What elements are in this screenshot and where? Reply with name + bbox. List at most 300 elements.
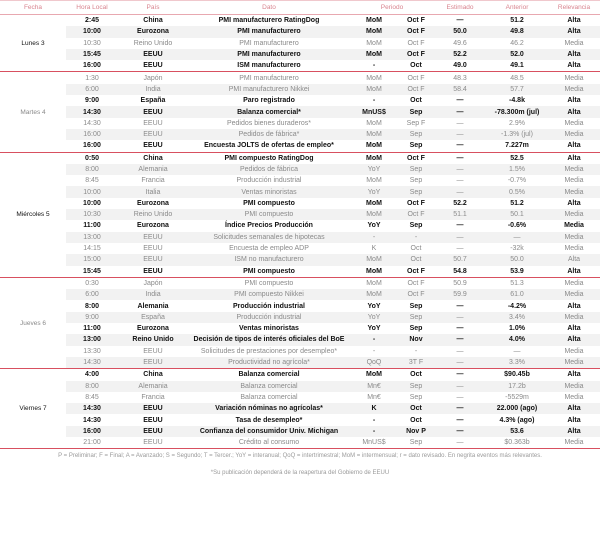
pais-cell: China (118, 152, 188, 164)
periodo-ref-cell: Sep (398, 312, 434, 323)
estimado-cell: — (456, 325, 464, 333)
periodo-ref-cell: Oct F (398, 26, 434, 37)
table-row (0, 414, 600, 425)
table-row (0, 95, 600, 106)
pais-cell: Reino Unido (133, 39, 173, 47)
anterior-cell: -0.7% (507, 177, 527, 185)
anterior-cell: -78.300m (jul) (486, 106, 548, 117)
relevancia-cell: Alta (548, 334, 600, 345)
periodo-ref-cell: Oct (398, 254, 434, 265)
periodo-ref-cell: Oct (410, 62, 422, 70)
periodo-ref-cell: Sep (409, 142, 423, 150)
dato-cell: PMI compuesto (243, 267, 295, 275)
dato-cell: Tasa de desempleo* (235, 416, 303, 424)
estimado-cell: — (456, 222, 464, 230)
hora-cell: 14:30 (66, 357, 118, 369)
estimado-cell: — (434, 426, 486, 437)
dato-cell: PMI manufacturero (188, 49, 350, 60)
col-pais: País (118, 1, 188, 15)
periodo-cell: YoY (367, 222, 381, 230)
footer-legend: P = Preliminar; F = Final; A = Avanzado; S = Segundo; T = Tercer.; YoY = interanual; QoQ = intertrimestral; MoM = intermensual; r = dato revisado. En negrita eventos más relevantes. (58, 453, 542, 460)
hora-cell: 14:15 (83, 245, 101, 253)
table-row (0, 381, 600, 392)
periodo-cell: - (350, 426, 398, 437)
periodo-cell: YoY (350, 186, 398, 197)
periodo-ref-cell: Sep (398, 106, 434, 117)
anterior-cell: 53.6 (486, 426, 548, 437)
table-row (0, 334, 600, 345)
dato-cell: PMI manufacturero (188, 72, 350, 84)
periodo-ref-cell: Sep (409, 222, 423, 230)
table-row (0, 346, 600, 357)
anterior-cell: -4.8k (509, 97, 525, 105)
pais-cell: EEUU (118, 403, 188, 414)
relevancia-cell: Alta (567, 62, 581, 70)
hora-cell: 13:30 (83, 347, 101, 355)
dato-cell: Pedidos de fábrica (188, 164, 350, 175)
dato-cell: Solicitudes semanales de hipotecas (188, 232, 350, 243)
relevancia-cell: Alta (567, 325, 581, 333)
estimado-cell: — (434, 369, 486, 381)
relevancia-cell: Media (564, 222, 584, 230)
periodo-ref-cell: Sep (398, 381, 434, 392)
periodo-cell: MoM (366, 267, 382, 275)
periodo-cell: YoY (350, 312, 398, 323)
periodo-cell: YoY (367, 302, 381, 310)
table-row (0, 437, 600, 448)
dato-cell: Balanza comercial (240, 393, 298, 401)
table-row (0, 72, 600, 84)
hora-cell: 14:30 (66, 106, 118, 117)
pais-cell: EEUU (143, 142, 163, 150)
table-row (0, 392, 600, 403)
periodo-ref-cell: Sep (398, 164, 434, 175)
pais-cell: India (118, 289, 188, 300)
anterior-cell: 53.9 (510, 267, 524, 275)
periodo-cell: QoQ (350, 357, 398, 369)
anterior-cell: 51.2 (510, 199, 524, 207)
relevancia-cell: Media (564, 177, 584, 185)
estimado-cell: — (434, 152, 486, 164)
estimado-cell: 49.6 (453, 39, 467, 47)
table-row (0, 129, 600, 140)
estimado-cell: — (456, 142, 464, 150)
relevancia-cell: Alta (567, 97, 581, 105)
table-row (0, 209, 600, 220)
relevancia-cell: Alta (567, 142, 581, 150)
periodo-ref-cell: - (414, 347, 418, 355)
periodo-ref-cell: Oct F (407, 199, 425, 207)
anterior-cell: 48.5 (486, 72, 548, 84)
estimado-cell: — (434, 15, 486, 27)
periodo-ref-cell: Oct F (398, 72, 434, 84)
day-label: Miércoles 5 (0, 152, 66, 277)
hora-cell: 11:00 (83, 222, 101, 230)
anterior-cell: 2.9% (509, 119, 525, 127)
anterior-cell: 4.0% (486, 334, 548, 345)
periodo-cell: MoM (350, 15, 398, 27)
day-label: Martes 4 (0, 72, 66, 152)
pais-cell: EEUU (143, 416, 163, 424)
periodo-cell: MoM (350, 152, 398, 164)
estimado-cell: — (456, 416, 464, 424)
periodo-cell: Mn€ (350, 381, 398, 392)
periodo-ref-cell: Sep (409, 177, 423, 185)
periodo-ref-cell: Nov P (398, 426, 434, 437)
hora-cell: 0:50 (66, 152, 118, 164)
periodo-ref-cell: Oct (398, 369, 434, 381)
table-row (0, 357, 600, 369)
dato-cell: PMI compuesto (243, 199, 295, 207)
relevancia-cell: Alta (548, 152, 600, 164)
hora-cell: 8:45 (85, 393, 99, 401)
periodo-cell: MoM (350, 369, 398, 381)
pais-cell: Reino Unido (118, 334, 188, 345)
pais-cell: China (118, 369, 188, 381)
anterior-cell: 51.3 (486, 277, 548, 289)
pais-cell: EEUU (143, 119, 163, 127)
pais-cell: India (118, 84, 188, 95)
anterior-cell: 49.8 (486, 26, 548, 37)
dato-cell: Confianza del consumidor Univ. Michigan (188, 426, 350, 437)
dato-cell: PMI manufacturero Nikkei (188, 84, 350, 95)
hora-cell: 11:00 (83, 325, 101, 333)
table-row (0, 254, 600, 265)
dato-cell: Solicitudes de prestaciones por desempleo* (200, 347, 338, 355)
relevancia-cell: Alta (548, 426, 600, 437)
estimado-cell: — (434, 403, 486, 414)
anterior-cell: 52.0 (486, 49, 548, 60)
periodo-cell: MoM (350, 129, 398, 140)
table-row (0, 38, 600, 49)
table-row (0, 198, 600, 209)
relevancia-cell: Alta (548, 254, 600, 265)
dato-cell: Balanza comercial* (188, 106, 350, 117)
pais-cell: Japón (118, 72, 188, 84)
table-row (0, 369, 600, 381)
periodo-cell: MoM (350, 289, 398, 300)
hora-cell: 6:00 (66, 289, 118, 300)
anterior-cell: 61.0 (486, 289, 548, 300)
periodo-ref-cell: Oct F (398, 289, 434, 300)
estimado-cell: 51.1 (434, 209, 486, 220)
pais-cell: EEUU (143, 439, 163, 447)
relevancia-cell: Media (564, 39, 584, 47)
dato-cell: Ventas minoristas (188, 186, 350, 197)
hora-cell: 21:00 (83, 439, 101, 447)
periodo-cell: MoM (350, 26, 398, 37)
hora-cell: 10:30 (83, 39, 101, 47)
pais-cell: Reino Unido (118, 209, 188, 220)
pais-cell: EEUU (118, 49, 188, 60)
pais-cell: EEUU (118, 129, 188, 140)
estimado-cell: 52.2 (434, 49, 486, 60)
pais-cell: EEUU (143, 347, 163, 355)
dato-cell: Balanza comercial (188, 381, 350, 392)
hora-cell: 14:30 (66, 403, 118, 414)
hora-cell: 14:30 (83, 416, 101, 424)
estimado-cell: — (434, 186, 486, 197)
col-relevancia: Relevancia (548, 1, 600, 15)
header-row (0, 1, 600, 15)
relevancia-cell: Media (564, 347, 584, 355)
hora-cell: 8:00 (84, 302, 99, 310)
table-row (0, 289, 600, 300)
estimado-cell: — (456, 245, 464, 253)
periodo-ref-cell: Sep F (406, 119, 426, 127)
estimado-cell: 50.7 (434, 254, 486, 265)
relevancia-cell: Alta (548, 369, 600, 381)
dato-cell: Pedidos de fábrica* (188, 129, 350, 140)
dato-cell: PMI manufacturero (188, 26, 350, 37)
hora-cell: 10:00 (83, 199, 101, 207)
periodo-ref-cell: Oct F (398, 152, 434, 164)
dato-cell: Encuesta JOLTS de ofertas de empleo* (204, 142, 334, 150)
estimado-cell: 48.3 (434, 72, 486, 84)
col-estimado: Estimado (434, 1, 486, 15)
dato-cell: ISM manufacturero (237, 62, 301, 70)
pais-cell: EEUU (143, 245, 163, 253)
periodo-ref-cell: Oct F (407, 267, 425, 275)
anterior-cell: 52.5 (486, 152, 548, 164)
relevancia-cell: Media (548, 277, 600, 289)
anterior-cell: 1.5% (486, 164, 548, 175)
periodo-ref-cell: Oct F (398, 277, 434, 289)
dato-cell: Ventas minoristas (239, 325, 299, 333)
anterior-cell: -32k (510, 245, 524, 253)
dato-cell: Pedidos bienes duraderos* (226, 119, 312, 127)
relevancia-cell: Media (548, 357, 600, 369)
estimado-cell: 50.0 (434, 26, 486, 37)
anterior-cell: 50.0 (486, 254, 548, 265)
dato-cell: PMI manufacturero RatingDog (188, 15, 350, 27)
pais-cell: EEUU (118, 232, 188, 243)
pais-cell: EEUU (118, 426, 188, 437)
hora-cell: 10:00 (66, 186, 118, 197)
periodo-ref-cell: Oct (410, 416, 422, 424)
relevancia-cell: Media (548, 186, 600, 197)
periodo-ref-cell: Sep (409, 393, 423, 401)
pais-cell: EEUU (118, 254, 188, 265)
day-label: Jueves 6 (0, 277, 66, 368)
relevancia-cell: Media (564, 393, 584, 401)
periodo-cell: MoM (366, 177, 382, 185)
anterior-cell: 3.4% (486, 312, 548, 323)
periodo-cell: MoM (350, 254, 398, 265)
pais-cell: China (118, 15, 188, 27)
estimado-cell: — (456, 119, 464, 127)
col-anterior: Anterior (486, 1, 548, 15)
hora-cell: 6:00 (66, 84, 118, 95)
pais-cell: EEUU (118, 106, 188, 117)
anterior-cell: 51.2 (486, 15, 548, 27)
pais-cell: Eurozona (137, 222, 169, 230)
dato-cell: PMI compuesto Nikkei (188, 289, 350, 300)
dato-cell: Encuesta de empleo ADP (229, 245, 309, 253)
dato-cell: PMI manufacturero (239, 39, 299, 47)
anterior-cell: — (486, 232, 548, 243)
anterior-cell: 1.0% (509, 325, 525, 333)
hora-cell: 10:30 (66, 209, 118, 220)
anterior-cell: 0.5% (486, 186, 548, 197)
anterior-cell: 17.2b (486, 381, 548, 392)
col-fecha: Fecha (0, 1, 66, 15)
periodo-ref-cell: Oct (398, 403, 434, 414)
periodo-cell: - (350, 232, 398, 243)
periodo-cell: MoM (366, 39, 382, 47)
estimado-cell: — (456, 302, 464, 310)
anterior-cell: 3.3% (486, 357, 548, 369)
relevancia-cell: Media (548, 312, 600, 323)
estimado-cell: — (456, 97, 464, 105)
table-row (0, 232, 600, 243)
periodo-cell: MoM (366, 142, 382, 150)
pais-cell: Alemania (118, 164, 188, 175)
anterior-cell: 49.1 (510, 62, 524, 70)
col-dato: Dato (188, 1, 350, 15)
table-row (0, 312, 600, 323)
periodo-cell: Mn€ (367, 393, 381, 401)
relevancia-cell: Alta (567, 302, 581, 310)
periodo-cell: MnUS$ (350, 106, 398, 117)
periodo-ref-cell: Oct F (398, 84, 434, 95)
dato-cell: Producción industrial (188, 312, 350, 323)
table-row (0, 106, 600, 117)
pais-cell: Eurozona (118, 26, 188, 37)
estimado-cell: 49.0 (453, 62, 467, 70)
table-row (0, 60, 600, 72)
anterior-cell: -4.2% (507, 302, 527, 310)
anterior-cell: 57.7 (486, 84, 548, 95)
relevancia-cell: Alta (567, 199, 581, 207)
table-row (0, 300, 600, 311)
table-row (0, 175, 600, 186)
anterior-cell: $0.363b (504, 439, 530, 447)
dato-cell: Paro registrado (243, 97, 295, 105)
dato-cell: Producción industrial (236, 177, 302, 185)
relevancia-cell: Media (548, 84, 600, 95)
periodo-cell: MoM (366, 199, 382, 207)
pais-cell: EEUU (143, 62, 163, 70)
hora-cell: 16:00 (83, 62, 101, 70)
col-periodo: Periodo (350, 1, 434, 15)
anterior-cell: 4.3% (ago) (499, 416, 535, 424)
periodo-cell: YoY (350, 164, 398, 175)
dato-cell: Crédito al consumo (238, 439, 300, 447)
periodo-cell: MoM (366, 119, 382, 127)
pais-cell: Italia (118, 186, 188, 197)
estimado-cell: — (456, 393, 464, 401)
table-row (0, 118, 600, 129)
periodo-ref-cell: Sep (409, 302, 423, 310)
hora-cell: 15:45 (83, 267, 101, 275)
estimado-cell: — (434, 357, 486, 369)
relevancia-cell: Alta (567, 267, 581, 275)
pais-cell: Eurozona (137, 325, 169, 333)
pais-cell: EEUU (143, 267, 163, 275)
relevancia-cell: Media (564, 439, 584, 447)
hora-cell: 16:00 (83, 142, 101, 150)
hora-cell: 15:00 (66, 254, 118, 265)
relevancia-cell: Media (548, 289, 600, 300)
anterior-cell: -5529m (505, 393, 529, 401)
hora-cell: 9:00 (66, 312, 118, 323)
periodo-cell: - (372, 97, 376, 105)
periodo-cell: MnUS$ (362, 439, 386, 447)
periodo-cell: - (372, 62, 376, 70)
relevancia-cell: Media (548, 209, 600, 220)
calendar-body (0, 15, 600, 449)
pais-cell: Japón (118, 277, 188, 289)
hora-cell: 13:00 (66, 232, 118, 243)
pais-cell: Alemania (137, 302, 169, 310)
periodo-cell: MoM (350, 277, 398, 289)
table-row (0, 186, 600, 197)
pais-cell: España (118, 312, 188, 323)
hora-cell: 14:30 (83, 119, 101, 127)
table-row (0, 220, 600, 231)
table-row (0, 26, 600, 37)
periodo-ref-cell: Sep (409, 325, 423, 333)
periodo-ref-cell: - (398, 232, 434, 243)
hora-cell: 4:00 (66, 369, 118, 381)
pais-cell: Alemania (118, 381, 188, 392)
hora-cell: 2:45 (66, 15, 118, 27)
table-row (0, 266, 600, 278)
anterior-cell: $90.45b (486, 369, 548, 381)
table-row (0, 84, 600, 95)
pais-cell: Francia (141, 393, 165, 401)
estimado-cell: 59.9 (434, 289, 486, 300)
estimado-cell: — (434, 129, 486, 140)
hora-cell: 15:45 (66, 49, 118, 60)
relevancia-cell: Media (564, 245, 584, 253)
dato-cell: PMI compuesto (188, 209, 350, 220)
table-row (0, 403, 600, 414)
relevancia-cell: Media (548, 129, 600, 140)
relevancia-cell: Media (548, 232, 600, 243)
day-label: Lunes 3 (0, 15, 66, 72)
relevancia-cell: Alta (548, 49, 600, 60)
estimado-cell: — (434, 334, 486, 345)
dato-cell: Índice Precios Producción (225, 222, 313, 230)
periodo-ref-cell: Oct (410, 245, 422, 253)
estimado-cell: — (434, 164, 486, 175)
periodo-ref-cell: Oct F (398, 15, 434, 27)
periodo-ref-cell: Nov (398, 334, 434, 345)
relevancia-cell: Alta (548, 403, 600, 414)
hora-cell: 10:00 (66, 26, 118, 37)
periodo-ref-cell: 3T F (398, 357, 434, 369)
anterior-cell: 50.1 (486, 209, 548, 220)
hora-cell: 13:00 (66, 334, 118, 345)
relevancia-cell: Alta (548, 26, 600, 37)
dato-cell: Variación nóminas no agrícolas* (188, 403, 350, 414)
periodo-cell: - (372, 347, 376, 355)
periodo-ref-cell: Sep (398, 186, 434, 197)
col-hora: Hora Local (66, 1, 118, 15)
periodo-cell: MoM (350, 72, 398, 84)
periodo-cell: K (350, 403, 398, 414)
hora-cell: 8:00 (66, 381, 118, 392)
pais-cell: Francia (141, 177, 165, 185)
hora-cell: 0:30 (66, 277, 118, 289)
relevancia-cell: Media (548, 72, 600, 84)
pais-cell: EEUU (118, 357, 188, 369)
anterior-cell: -0.6% (507, 222, 527, 230)
dato-cell: PMI compuesto (188, 277, 350, 289)
estimado-cell: 52.2 (453, 199, 467, 207)
